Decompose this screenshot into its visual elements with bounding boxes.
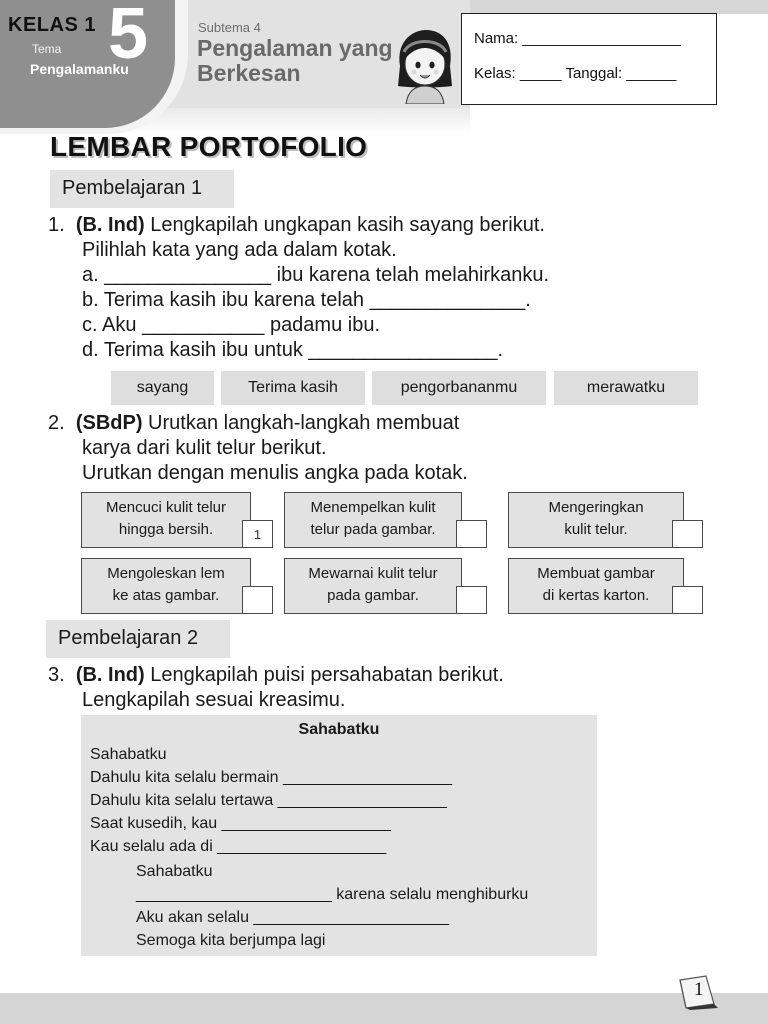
question-text: Lengkapilah ungkapan kasih sayang berikut. [150, 214, 545, 236]
step-answer-box[interactable] [242, 586, 273, 614]
question-1-item-d[interactable]: d. Terima kasih ibu untuk _________________. [82, 339, 504, 361]
question-2-instruction: Urutkan dengan menulis angka pada kotak. [82, 462, 468, 484]
step-answer-box[interactable] [456, 520, 487, 548]
question-1-item-b[interactable]: b. Terima kasih ibu karena telah ______________. [82, 289, 531, 311]
question-text: Lengkapilah puisi persahabatan berikut. [150, 664, 504, 686]
poem-line[interactable]: ______________________ karena selalu menghiburku [136, 886, 529, 903]
nama-field[interactable]: Nama: ___________________ [474, 30, 681, 47]
step-text: Mengeringkan kulit telur. [548, 499, 644, 538]
kelas-tanggal-field[interactable]: Kelas: _____ Tanggal: ______ [474, 65, 677, 82]
section-pembelajaran-1: Pembelajaran 1 [50, 170, 234, 208]
step-card [508, 558, 684, 614]
poem-line[interactable]: Aku akan selalu ______________________ [136, 909, 450, 926]
tema-number: 5 [108, 0, 149, 74]
question-1-item-c[interactable]: c. Aku ___________ padamu ibu. [82, 314, 381, 336]
step-text: Mencuci kulit telur hingga bersih. [105, 499, 227, 538]
step-answer-box[interactable] [672, 586, 703, 614]
page-title: LEMBAR PORTOFOLIO [50, 131, 368, 162]
subject-label: (B. Ind) [75, 214, 145, 236]
page-number: 1 [694, 979, 704, 1000]
tema-name: Pengalamanku [30, 61, 129, 77]
word-option: Terima kasih [221, 371, 365, 405]
step-text: Mengoleskan lem ke atas gambar. [107, 565, 225, 604]
step-answer-box[interactable] [672, 520, 703, 548]
step-card [284, 558, 462, 614]
step-text: Mewarnai kulit telur pada gambar. [308, 565, 438, 604]
poem-box [81, 715, 597, 956]
question-2 [48, 411, 459, 435]
step-answer-box[interactable] [456, 586, 487, 614]
step-card [508, 492, 684, 548]
footer-band [0, 993, 768, 1024]
question-2-line-2: karya dari kulit telur berikut. [82, 437, 327, 459]
poem-line: Semoga kita berjumpa lagi [136, 932, 326, 949]
step-text: Menempelkan kulit telur pada gambar. [310, 499, 436, 538]
poem-line[interactable]: Saat kusedih, kau ___________________ [90, 815, 391, 832]
question-number: 3. [48, 664, 65, 686]
step-text: Membuat gambar di kertas karton. [537, 565, 655, 604]
girl-illustration-icon [390, 26, 460, 104]
question-3-instruction: Lengkapilah sesuai kreasimu. [82, 689, 346, 711]
question-1-instruction: Pilihlah kata yang ada dalam kotak. [82, 239, 397, 261]
poem-title: Sahabatku [298, 721, 380, 738]
question-1 [48, 213, 545, 237]
poem-line[interactable]: Dahulu kita selalu bermain ___________________ [90, 769, 453, 786]
subject-label: (SBdP) [75, 412, 143, 434]
word-option: pengorbananmu [372, 371, 546, 405]
poem-line: Sahabatku [90, 746, 167, 763]
kelas-label: KELAS 1 [8, 14, 96, 36]
poem-line[interactable]: Kau selalu ada di ___________________ [90, 838, 387, 855]
poem-line: Sahabatku [136, 863, 213, 880]
poem-line[interactable]: Dahulu kita selalu tertawa ___________________ [90, 792, 447, 809]
section-pembelajaran-2: Pembelajaran 2 [46, 620, 230, 658]
step-card [81, 492, 251, 548]
question-number: 1. [48, 214, 65, 236]
question-3 [48, 663, 504, 687]
question-text: Urutkan langkah-langkah membuat [148, 412, 460, 434]
step-answer-box[interactable]: 1 [242, 520, 273, 548]
subtema-label: Subtema 4 [198, 20, 261, 35]
identity-box [461, 13, 717, 105]
step-card [81, 558, 251, 614]
subject-label: (B. Ind) [75, 664, 145, 686]
subtema-title: Pengalaman yang Berkesan [197, 35, 393, 86]
step-card [284, 492, 462, 548]
question-number: 2. [48, 412, 65, 434]
question-1-item-a[interactable]: a. _______________ ibu karena telah melahirkanku. [82, 264, 550, 286]
tema-label: Tema [32, 42, 62, 56]
word-option: sayang [111, 371, 214, 405]
word-option: merawatku [554, 371, 698, 405]
